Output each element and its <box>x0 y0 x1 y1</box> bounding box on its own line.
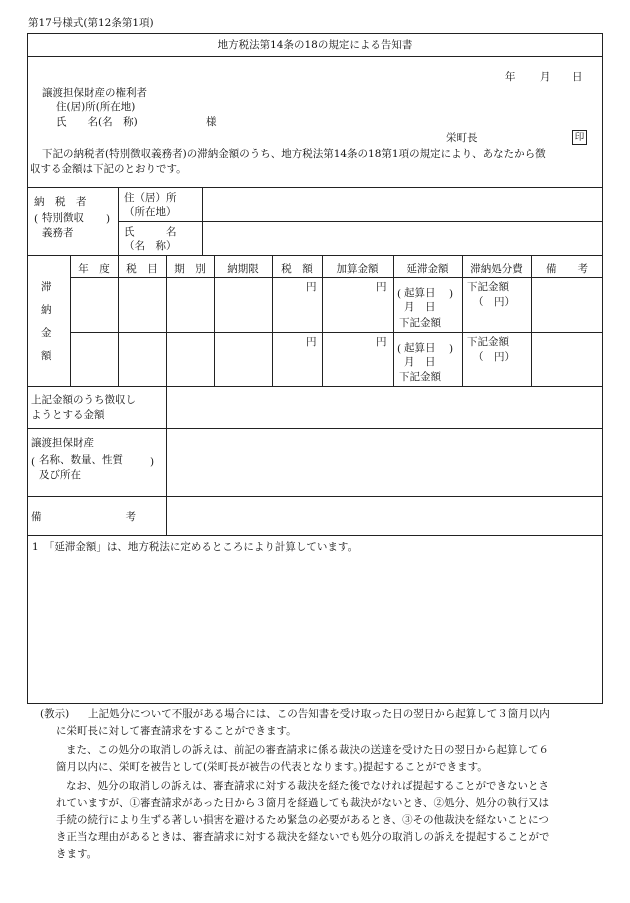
instruction-p3-line3: 手続の続行により生ずる著しい損害を避けるため緊急の必要があるとき、③その他裁決を経ないことにつ <box>56 814 549 826</box>
instruction-p3-line5: きます。 <box>56 848 98 860</box>
row1-bracket-open: ( <box>397 288 402 300</box>
arrears-side-2: 納 <box>41 304 52 316</box>
arrears-side-1: 滞 <box>41 281 52 293</box>
instruction-p3-line2: れていますが、①審査請求があった日から３箇月を経過しても裁決がないとき、②処分、処分の執行又は <box>56 797 549 809</box>
row1-bracket-close: ) <box>449 288 454 300</box>
recipient-honorific: 様 <box>206 116 217 128</box>
col-header-period: 期 別 <box>174 263 206 275</box>
bracket-open-1: ( <box>34 213 39 225</box>
issuer-title: 栄町長 <box>446 132 478 144</box>
taxpayer-label: 納 税 者 <box>34 196 87 208</box>
seal-mark: 印 <box>572 130 587 145</box>
collateral-label: 譲渡担保財産 <box>31 437 94 449</box>
row2-reckon-md: 月 日 <box>404 356 436 368</box>
collect-amount-label-1: 上記金額のうち徴収し <box>31 394 136 406</box>
row2-bracket-close: ) <box>449 343 454 355</box>
remarks-bottom-line <box>27 535 603 536</box>
intro-divider <box>27 187 603 188</box>
date-year: 年 <box>505 71 516 83</box>
date-day: 日 <box>572 71 583 83</box>
recipient-name-label: 氏 名(名 称) <box>56 116 138 128</box>
instruction-head: (教示) <box>40 708 70 720</box>
bracket-close-2: ) <box>150 456 155 468</box>
arrears-row-line <box>70 332 603 333</box>
arrears-side-3: 金 <box>41 327 52 339</box>
col-header-year: 年 度 <box>78 263 110 275</box>
form-title: 地方税法第14条の18の規定による告知書 <box>217 39 413 51</box>
taxpayer-address-label-1: 住（居）所 <box>124 192 177 204</box>
row2-bracket-open: ( <box>397 343 402 355</box>
arrears-bottom-line <box>27 386 603 387</box>
row2-tax-yen: 円 <box>306 336 317 348</box>
intro-line-2: 収する金額は下記のとおりです。 <box>30 163 187 175</box>
arrears-side-4: 額 <box>41 350 52 362</box>
row1-reckon-date: 起算日 <box>404 287 436 299</box>
collect-amount-bottom-line <box>27 428 603 429</box>
collect-amount-label-2: ようとする金額 <box>31 409 105 421</box>
bracket-open-2: ( <box>31 456 36 468</box>
remarks-label: 備 考 <box>31 511 136 523</box>
recipient-address-label: 住(居)所(所在地) <box>56 101 136 113</box>
instruction-p1-line1: 上記処分について不服がある場合には、この告知書を受け取った日の翌日から起算して３箇月以内 <box>88 708 550 720</box>
recipient-role: 譲渡担保財産の権利者 <box>42 87 147 99</box>
row2-surcharge-yen: 円 <box>376 336 387 348</box>
form-number: 第17号様式(第12条第1項) <box>28 17 154 29</box>
taxpayer-sublabel-2: 義務者 <box>42 227 74 239</box>
instruction-p3-line4: き正当な理由があるときは、審査請求に対する裁決を経ないでも処分の取消しの訴えを提起することがで <box>56 831 550 843</box>
instruction-p2-line2: 箇月以内に、栄町を被告として(栄町長が被告の代表となります。)提起することができます。 <box>56 761 488 773</box>
row2-disposal-note-2: （ 円） <box>473 351 515 363</box>
col-header-tax-amount: 税 額 <box>281 263 313 275</box>
lower-col-divider <box>166 386 167 535</box>
row1-disposal-note-1: 下記金額 <box>467 281 509 293</box>
row2-reckon-date: 起算日 <box>404 342 436 354</box>
row2-late-fee-note: 下記金額 <box>399 371 441 383</box>
col-header-remarks: 備 考 <box>546 263 588 275</box>
title-divider <box>27 56 603 57</box>
instruction-p2-line1: また、この処分の取消しの訴えは、前記の審査請求に係る裁決の送達を受けた日の翌日から起算して６ <box>66 744 549 756</box>
row1-tax-yen: 円 <box>306 281 317 293</box>
taxpayer-sublabel-1: 特別徴収 <box>42 212 84 224</box>
row1-reckon-md: 月 日 <box>404 301 436 313</box>
taxpayer-row-divider <box>118 221 603 222</box>
intro-line-1: 下記の納税者(特別徴収義務者)の滞納金額のうち、地方税法第14条の18第1項の規定により、あなたから徴 <box>42 148 546 160</box>
taxpayer-address-label-2: （所在地） <box>124 206 177 218</box>
taxpayer-bottom-line <box>27 255 603 256</box>
date-month: 月 <box>540 71 551 83</box>
taxpayer-name-label-1: 氏 名 <box>124 226 177 238</box>
col-header-surcharge: 加算金額 <box>336 263 379 275</box>
bracket-close-1: ) <box>106 213 111 225</box>
row2-disposal-note-1: 下記金額 <box>467 336 509 348</box>
form-frame <box>27 33 603 704</box>
instruction-p3-line1: なお、処分の取消しの訴えは、審査請求に対する裁決を経た後でなければ提起することができないとさ <box>66 780 549 792</box>
collateral-bottom-line <box>27 496 603 497</box>
instruction-p1-line2: に栄町長に対して審査請求をすることができます。 <box>56 725 297 737</box>
arrears-header-line <box>70 277 603 278</box>
note-1: 1 「延滞金額」は、地方税法に定めるところにより計算しています。 <box>32 541 359 553</box>
col-header-disposal-fee: 滞納処分費 <box>470 263 523 275</box>
taxpayer-name-label-2: （名 称） <box>124 240 177 252</box>
col-header-late-fee: 延滞金額 <box>406 263 449 275</box>
collateral-sub-1: 名称、数量、性質 <box>39 454 123 466</box>
row1-late-fee-note: 下記金額 <box>399 317 441 329</box>
col-header-due-date: 納期限 <box>227 263 259 275</box>
row1-disposal-note-2: （ 円） <box>473 296 515 308</box>
col-header-tax-item: 税 目 <box>126 263 158 275</box>
row1-surcharge-yen: 円 <box>376 281 387 293</box>
collateral-sub-2: 及び所在 <box>39 469 81 481</box>
